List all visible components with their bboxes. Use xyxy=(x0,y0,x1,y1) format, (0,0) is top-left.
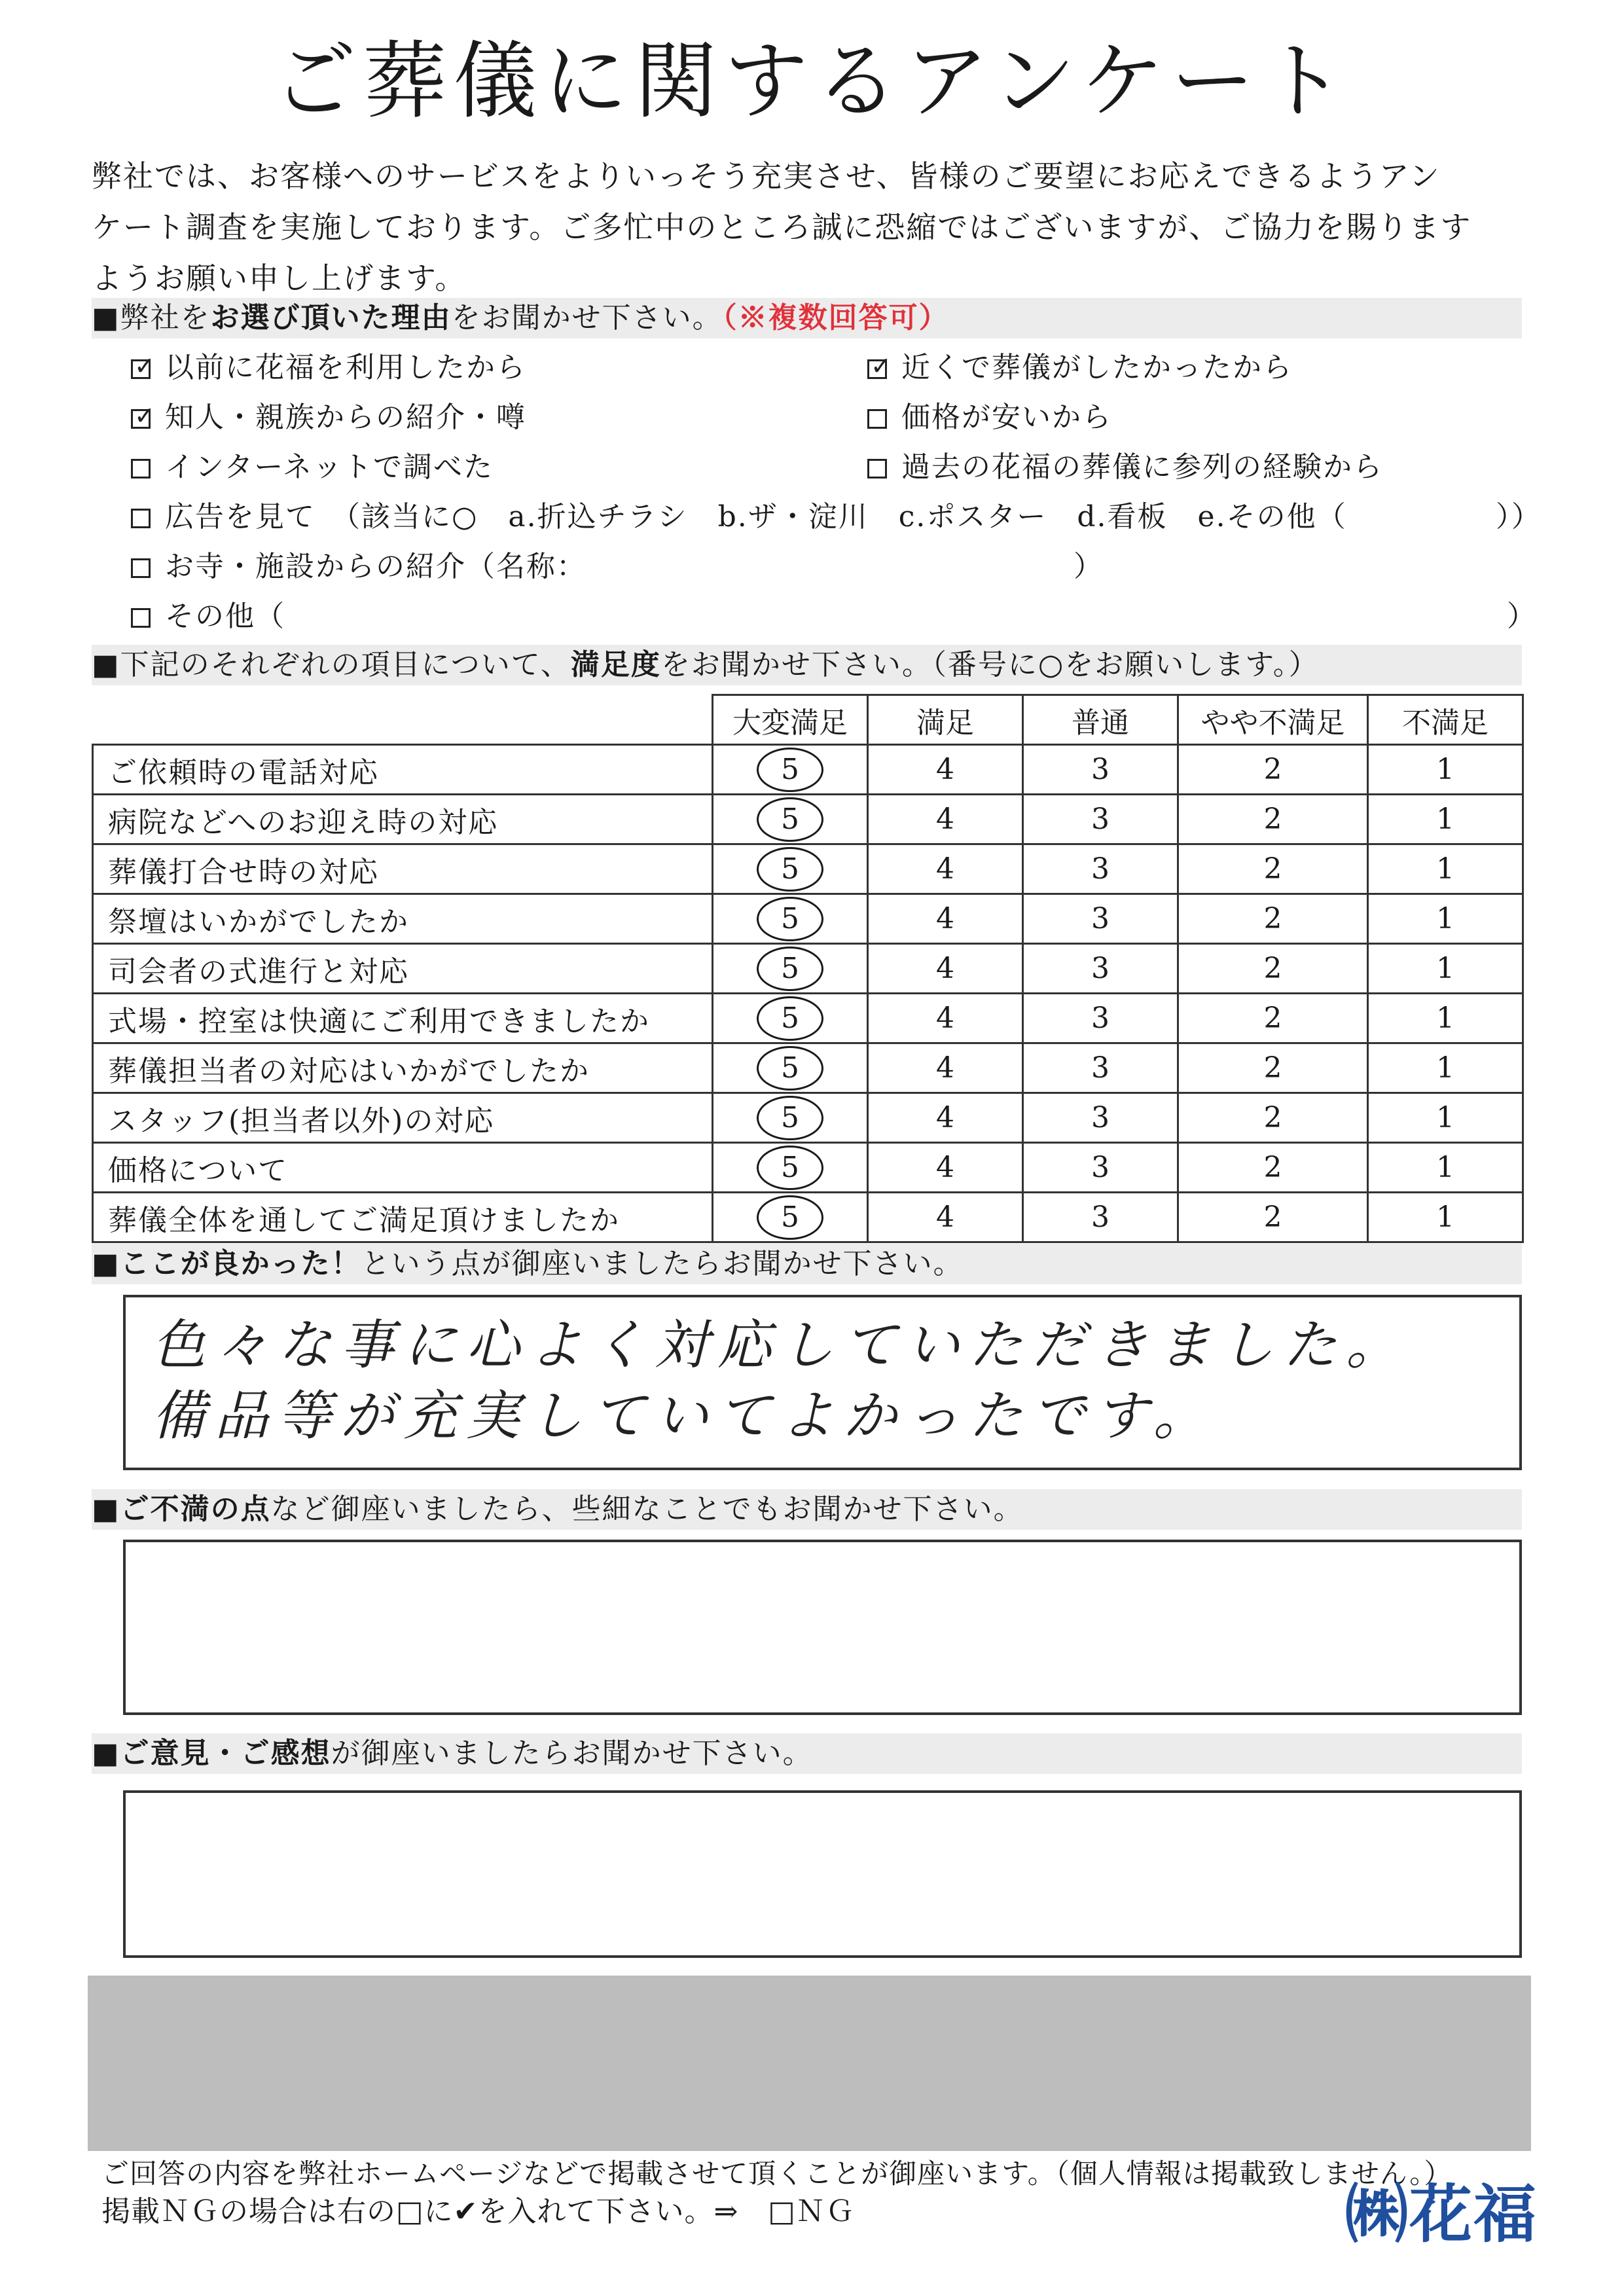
page-title: ご葬儀に関するアンケート xyxy=(272,33,1352,130)
rating-cell[interactable] xyxy=(1023,1143,1178,1193)
rating-selected: 5 xyxy=(757,1146,823,1190)
publication-notice: ご回答の内容を弊社ホームページなどで掲載させて頂くことが御座います。（個人情報は掲載致しません。） xyxy=(101,2158,1453,2190)
question-label: 式場・控室は快適にご利用できましたか xyxy=(93,994,713,1043)
option-label: 過去の花福の葬儀に参列の経験から xyxy=(901,450,1383,484)
rating-cell[interactable] xyxy=(1023,795,1178,844)
question-label: 祭壇はいかがでしたか xyxy=(93,894,713,944)
rating-selected: 5 xyxy=(757,897,823,941)
q2-heading-pre: 下記のそれぞれの項目について、 xyxy=(120,648,571,681)
rating-cell[interactable] xyxy=(868,994,1023,1043)
question-label: 葬儀全体を通してご満足頂けましたか xyxy=(93,1193,713,1242)
rating-selected: 5 xyxy=(757,947,823,991)
option-past-attendance[interactable] xyxy=(867,448,1383,487)
check-mark-icon: ✓ xyxy=(134,352,156,380)
option-nearby[interactable] xyxy=(867,348,1293,388)
rating-cell[interactable] xyxy=(713,1143,868,1193)
table-row xyxy=(93,1093,1523,1143)
column-header: 不満足 xyxy=(1368,695,1523,745)
option-label: 以前に花福を利用したから xyxy=(165,351,526,384)
satisfaction-table xyxy=(92,694,1524,1243)
table-row xyxy=(93,1043,1523,1093)
rating-cell[interactable] xyxy=(1368,1193,1523,1242)
checkbox[interactable] xyxy=(867,459,887,479)
rating-cell[interactable] xyxy=(868,1143,1023,1193)
rating-cell[interactable] xyxy=(1178,1043,1368,1093)
q5-heading-bold: ご意見・ご感想 xyxy=(120,1737,331,1770)
section-bullet-icon: ■ xyxy=(92,301,120,334)
q3-heading-post: という点が御座いましたらお聞かせ下さい。 xyxy=(361,1247,964,1280)
option-advertisement[interactable] xyxy=(131,497,1347,537)
option-label: 知人・親族からの紹介・噂 xyxy=(165,401,526,434)
rating-option: 3 xyxy=(1091,1051,1110,1085)
rating-option: 4 xyxy=(936,803,954,836)
rating-cell[interactable] xyxy=(1023,894,1178,944)
rating-option: 1 xyxy=(1436,1201,1454,1234)
option-previous-use[interactable] xyxy=(131,348,526,388)
question-label: スタッフ(担当者以外)の対応 xyxy=(93,1093,713,1143)
handwritten-answer-line-1: 色々な事に心よく対応していただきました。 xyxy=(152,1314,1409,1377)
rating-cell[interactable] xyxy=(1368,1043,1523,1093)
option-label: 価格が安いから xyxy=(901,401,1112,434)
rating-cell[interactable] xyxy=(1023,844,1178,894)
checkbox[interactable] xyxy=(131,509,151,528)
opinions-answer-box[interactable] xyxy=(123,1790,1522,1958)
q2-heading-bold: 満足度 xyxy=(570,648,661,681)
rating-cell[interactable] xyxy=(1178,1193,1368,1242)
rating-option: 4 xyxy=(936,1201,954,1234)
complaints-answer-box[interactable] xyxy=(123,1540,1522,1715)
rating-option: 3 xyxy=(1091,952,1110,985)
option-price[interactable] xyxy=(867,398,1112,437)
rating-cell[interactable] xyxy=(1178,844,1368,894)
rating-cell[interactable] xyxy=(1023,1043,1178,1093)
column-header: 大変満足 xyxy=(713,695,868,745)
rating-cell[interactable] xyxy=(868,1093,1023,1143)
rating-option: 2 xyxy=(1263,1101,1282,1134)
option-label: インターネットで調べた xyxy=(165,450,494,484)
check-mark-icon: ✓ xyxy=(134,401,156,430)
rating-cell[interactable] xyxy=(713,795,868,844)
intro-line-1: 弊社では、お客様へのサービスをよりいっそう充実させ、皆様のご要望にお応えできるようアン xyxy=(92,158,1441,194)
table-row xyxy=(93,944,1523,994)
rating-option: 3 xyxy=(1091,1002,1110,1035)
rating-cell[interactable] xyxy=(1023,944,1178,994)
question-label: ご依頼時の電話対応 xyxy=(93,745,713,795)
rating-option: 1 xyxy=(1436,803,1454,836)
option-label: 近くで葬儀がしたかったから xyxy=(901,351,1293,384)
intro-line-3: ようお願い申し上げます。 xyxy=(92,261,467,296)
rating-option: 4 xyxy=(936,1002,954,1035)
rating-option: 2 xyxy=(1263,852,1282,886)
rating-cell[interactable] xyxy=(868,894,1023,944)
rating-cell[interactable] xyxy=(713,745,868,795)
rating-cell[interactable] xyxy=(1368,795,1523,844)
rating-cell[interactable] xyxy=(1178,944,1368,994)
rating-cell[interactable] xyxy=(713,944,868,994)
q2-heading xyxy=(92,645,1522,685)
rating-option: 4 xyxy=(936,902,954,935)
rating-cell[interactable] xyxy=(1023,1193,1178,1242)
rating-selected: 5 xyxy=(757,996,823,1041)
checkbox[interactable] xyxy=(131,459,151,479)
rating-option: 1 xyxy=(1436,1101,1454,1134)
rating-cell[interactable] xyxy=(868,844,1023,894)
rating-cell[interactable] xyxy=(713,1043,868,1093)
check-mark-icon: ✓ xyxy=(871,352,893,380)
rating-cell[interactable] xyxy=(1368,844,1523,894)
publication-ng-instruction[interactable]: 掲載ＮＧの場合は右の□に✔を入れて下さい。⇒ □ＮＧ xyxy=(101,2195,855,2228)
rating-cell[interactable] xyxy=(713,994,868,1043)
rating-cell[interactable] xyxy=(868,745,1023,795)
table-corner xyxy=(93,695,713,745)
rating-option: 3 xyxy=(1091,753,1110,786)
rating-option: 1 xyxy=(1436,1151,1454,1184)
checkbox-checked[interactable] xyxy=(131,401,156,430)
rating-option: 4 xyxy=(936,1101,954,1134)
rating-option: 3 xyxy=(1091,803,1110,836)
handwritten-answer-line-2: 備品等が充実していてよかったです。 xyxy=(152,1385,1216,1447)
checkbox-checked[interactable] xyxy=(131,352,156,380)
table-row xyxy=(93,795,1523,844)
q2-heading-post: をお聞かせ下さい。（番号に○をお願いします。） xyxy=(660,648,1319,681)
rating-cell[interactable] xyxy=(868,795,1023,844)
rating-option: 1 xyxy=(1436,1051,1454,1085)
table-row xyxy=(93,745,1523,795)
rating-cell[interactable] xyxy=(868,1193,1023,1242)
q3-heading-bold: ここが良かった！ xyxy=(120,1247,361,1280)
rating-cell[interactable] xyxy=(713,1193,868,1242)
rating-cell[interactable] xyxy=(713,1093,868,1143)
option-temple-close: ） xyxy=(1074,550,1104,583)
option-referral[interactable] xyxy=(131,398,526,437)
option-other[interactable] xyxy=(131,597,285,636)
section-bullet-icon: ■ xyxy=(92,1737,120,1770)
rating-option: 3 xyxy=(1091,1101,1110,1134)
table-row xyxy=(93,994,1523,1043)
rating-option: 3 xyxy=(1091,902,1110,935)
rating-option: 1 xyxy=(1436,902,1454,935)
rating-cell[interactable] xyxy=(868,944,1023,994)
q4-heading-bold: ご不満の点 xyxy=(120,1492,271,1526)
rating-selected: 5 xyxy=(757,1046,823,1091)
table-header-row xyxy=(93,695,1523,745)
q3-heading xyxy=(92,1244,1522,1284)
rating-cell[interactable] xyxy=(1368,994,1523,1043)
rating-cell[interactable] xyxy=(713,844,868,894)
rating-cell[interactable] xyxy=(1178,894,1368,944)
rating-cell[interactable] xyxy=(1368,1093,1523,1143)
intro-line-2: ケート調査を実施しております。ご多忙中のところ誠に恐縮ではございますが、ご協力を賜ります xyxy=(92,209,1472,245)
rating-cell[interactable] xyxy=(1368,1143,1523,1193)
rating-cell[interactable] xyxy=(1178,795,1368,844)
checkbox[interactable] xyxy=(131,608,151,628)
section-bullet-icon: ■ xyxy=(92,1247,120,1280)
rating-option: 3 xyxy=(1091,1201,1110,1234)
rating-option: 2 xyxy=(1263,1201,1282,1234)
rating-selected: 5 xyxy=(757,847,823,892)
option-other-close: ） xyxy=(1507,600,1537,633)
company-logo: ㈱花福 xyxy=(1345,2178,1538,2251)
checkbox[interactable] xyxy=(131,558,151,578)
q1-heading-pre: 弊社を xyxy=(120,301,211,334)
redacted-personal-info xyxy=(88,1976,1531,2151)
rating-cell[interactable] xyxy=(1368,745,1523,795)
rating-option: 2 xyxy=(1263,952,1282,985)
rating-selected: 5 xyxy=(757,1096,823,1140)
q5-heading-post: が御座いましたらお聞かせ下さい。 xyxy=(331,1737,813,1770)
rating-cell[interactable] xyxy=(868,1043,1023,1093)
q4-heading-post: など御座いましたら、些細なことでもお聞かせ下さい。 xyxy=(270,1492,1024,1526)
rating-option: 4 xyxy=(936,753,954,786)
rating-option: 1 xyxy=(1436,1002,1454,1035)
rating-selected: 5 xyxy=(757,748,823,792)
question-label: 価格について xyxy=(93,1143,713,1193)
rating-cell[interactable] xyxy=(713,894,868,944)
q1-heading xyxy=(92,298,1522,338)
rating-selected: 5 xyxy=(757,797,823,842)
table-row xyxy=(93,1143,1523,1193)
column-header: やや不満足 xyxy=(1178,695,1368,745)
option-temple[interactable] xyxy=(131,547,586,587)
rating-option: 2 xyxy=(1263,902,1282,935)
rating-option: 2 xyxy=(1263,1151,1282,1184)
rating-option: 1 xyxy=(1436,852,1454,886)
rating-cell[interactable] xyxy=(1178,1143,1368,1193)
question-label: 病院などへのお迎え時の対応 xyxy=(93,795,713,844)
rating-option: 2 xyxy=(1263,803,1282,836)
rating-option: 3 xyxy=(1091,1151,1110,1184)
section-bullet-icon: ■ xyxy=(92,648,120,681)
q1-heading-post: をお聞かせ下さい。 xyxy=(451,301,723,334)
question-label: 葬儀打合せ時の対応 xyxy=(93,844,713,894)
q1-heading-note: （※複数回答可） xyxy=(722,301,949,334)
rating-cell[interactable] xyxy=(1368,894,1523,944)
option-advertisement-close: ）） xyxy=(1496,500,1542,533)
table-row xyxy=(93,894,1523,944)
rating-selected: 5 xyxy=(757,1195,823,1240)
rating-cell[interactable] xyxy=(1368,944,1523,994)
q4-heading xyxy=(92,1489,1522,1530)
rating-cell[interactable] xyxy=(1023,745,1178,795)
q5-heading xyxy=(92,1733,1522,1774)
rating-option: 1 xyxy=(1436,952,1454,985)
rating-cell[interactable] xyxy=(1178,994,1368,1043)
rating-option: 4 xyxy=(936,852,954,886)
rating-cell[interactable] xyxy=(1023,1093,1178,1143)
rating-option: 1 xyxy=(1436,753,1454,786)
question-label: 司会者の式進行と対応 xyxy=(93,944,713,994)
option-label: その他（ xyxy=(165,600,285,633)
option-label: お寺・施設からの紹介（名称： xyxy=(165,550,586,583)
rating-cell[interactable] xyxy=(1178,745,1368,795)
option-label: 広告を見て （該当に○ a.折込チラシ b.ザ・淀川 c.ポスター d.看板 e.その他（ xyxy=(165,500,1347,533)
rating-option: 4 xyxy=(936,952,954,985)
section-bullet-icon: ■ xyxy=(92,1492,120,1526)
rating-option: 4 xyxy=(936,1051,954,1085)
rating-cell[interactable] xyxy=(1023,994,1178,1043)
column-header: 満足 xyxy=(868,695,1023,745)
checkbox-checked[interactable] xyxy=(867,352,893,380)
table-row xyxy=(93,844,1523,894)
rating-option: 2 xyxy=(1263,753,1282,786)
rating-option: 3 xyxy=(1091,852,1110,886)
checkbox[interactable] xyxy=(867,409,887,429)
rating-option: 2 xyxy=(1263,1002,1282,1035)
question-label: 葬儀担当者の対応はいかがでしたか xyxy=(93,1043,713,1093)
rating-option: 2 xyxy=(1263,1051,1282,1085)
column-header: 普通 xyxy=(1023,695,1178,745)
rating-cell[interactable] xyxy=(1178,1093,1368,1143)
option-internet[interactable] xyxy=(131,448,494,487)
rating-option: 4 xyxy=(936,1151,954,1184)
table-row xyxy=(93,1193,1523,1242)
q1-heading-bold: お選び頂いた理由 xyxy=(210,301,452,334)
